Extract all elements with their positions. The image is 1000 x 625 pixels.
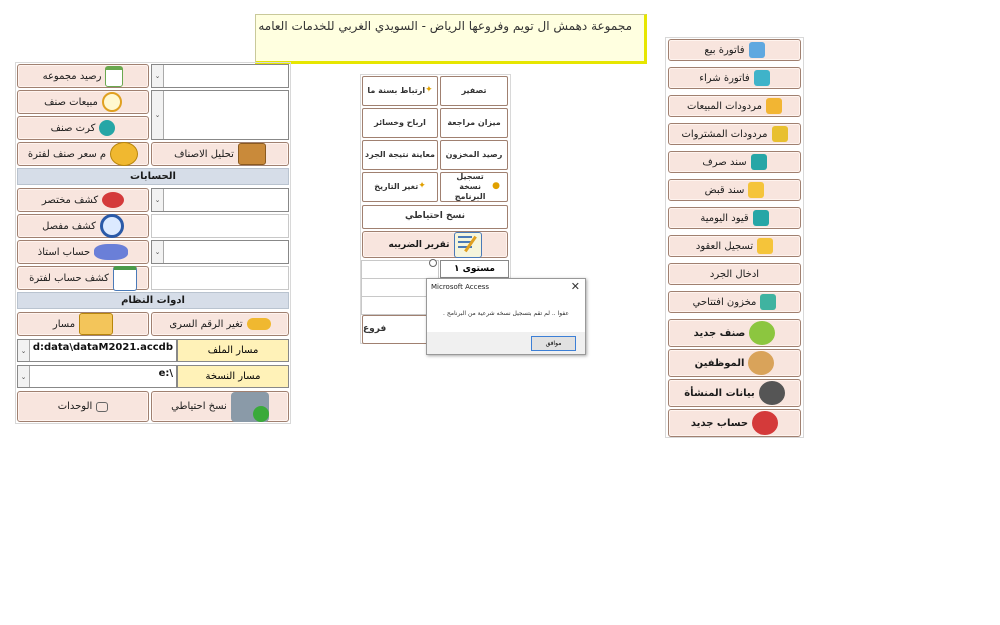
chevron-down-icon[interactable]: ⌄ bbox=[152, 241, 164, 263]
change-password-button[interactable]: تغير الرقم السرى bbox=[151, 312, 289, 336]
menu-button-label: مخزون افتتاحي bbox=[692, 296, 757, 308]
units-icon bbox=[96, 402, 108, 412]
link-year-button[interactable]: ✦ ارتباط بسنة ما bbox=[362, 76, 438, 106]
dialog-footer bbox=[427, 332, 585, 354]
receipt-voucher-icon bbox=[748, 182, 764, 198]
general-ledger-button[interactable]: حساب استاذ bbox=[17, 240, 149, 264]
register-copy-button[interactable]: ● تسجيل نسخة البرنامج bbox=[440, 172, 508, 202]
list-icon bbox=[759, 381, 785, 405]
contracts-icon bbox=[757, 238, 773, 254]
summary-icon bbox=[102, 192, 124, 208]
menu-button-6[interactable] bbox=[668, 207, 801, 229]
item-card-button[interactable]: كرت صنف bbox=[17, 116, 149, 140]
ledger-icon bbox=[94, 244, 128, 260]
dialog-title: Microsoft Access bbox=[431, 283, 490, 291]
menu-button-9[interactable] bbox=[668, 291, 801, 313]
group-balance-button[interactable]: رصيد مجموعه bbox=[17, 64, 149, 88]
menu-button-label: بيانات المنشأة bbox=[684, 387, 755, 399]
file-path-field[interactable]: ⌄ d:data\dataM2021.accdb bbox=[17, 339, 177, 362]
menu-button-label: صنف جديد bbox=[693, 327, 746, 339]
opening-stock-icon bbox=[760, 294, 776, 310]
path-button[interactable]: مسار bbox=[17, 312, 149, 336]
company-title-banner bbox=[255, 14, 647, 64]
books-icon bbox=[238, 143, 266, 165]
calendar-grid-icon bbox=[113, 266, 137, 291]
menu-button-label: سند قبض bbox=[704, 184, 745, 196]
new-account-icon bbox=[752, 411, 778, 435]
account-combo-2[interactable] bbox=[151, 240, 289, 264]
tax-report-icon bbox=[454, 232, 482, 258]
menu-button-2[interactable] bbox=[668, 95, 801, 117]
calendar-icon bbox=[105, 66, 123, 87]
item-price-period-button[interactable]: م سعر صنف لفترة bbox=[17, 142, 149, 166]
menu-button-5[interactable] bbox=[668, 179, 801, 201]
menu-button-label: مردودات المشتروات bbox=[681, 128, 768, 140]
menu-button-label: تسجيل العقود bbox=[695, 240, 754, 252]
atom-icon bbox=[102, 92, 122, 112]
account-statement-period-button[interactable]: كشف حساب لفترة bbox=[17, 266, 149, 290]
menu-button-8[interactable] bbox=[668, 263, 801, 285]
level-label: مستوى ١ bbox=[440, 260, 509, 278]
menu-button-label: مردودات المبيعات bbox=[687, 100, 762, 112]
accounts-section-header: الحسابات bbox=[17, 168, 289, 185]
chevron-down-icon[interactable]: ⌄ bbox=[152, 91, 164, 139]
menu-button-10[interactable] bbox=[668, 319, 801, 347]
units-button[interactable]: الوحدات bbox=[17, 391, 149, 422]
apple-icon bbox=[749, 321, 775, 345]
level-radio[interactable] bbox=[429, 259, 437, 267]
menu-button-label: سند صرف bbox=[702, 156, 747, 168]
change-date-button[interactable]: ✦ تغير التاريخ bbox=[362, 172, 438, 202]
group-combo[interactable] bbox=[151, 64, 289, 88]
invoice-sale-icon bbox=[749, 42, 765, 58]
register-icon: ● bbox=[492, 181, 500, 192]
menu-button-3[interactable] bbox=[668, 123, 801, 145]
backup-middle-button[interactable]: نسخ احتياطي bbox=[362, 205, 508, 229]
menu-button-7[interactable] bbox=[668, 235, 801, 257]
id-card-icon bbox=[79, 313, 113, 335]
employees-icon bbox=[748, 351, 774, 375]
reset-button[interactable]: تصفير bbox=[440, 76, 508, 106]
backup-path-field[interactable]: ⌄ e:\ bbox=[17, 365, 177, 388]
lock-icon bbox=[99, 120, 115, 136]
company-title: مجموعة دهمش ال تويم وفروعها الرياض - السويدي الغربي للخدمات العامه bbox=[258, 19, 632, 33]
menu-button-11[interactable] bbox=[668, 349, 801, 377]
chevron-down-icon[interactable]: ⌄ bbox=[152, 189, 164, 211]
invoice-purchase-icon bbox=[754, 70, 770, 86]
menu-button-label: فاتورة شراء bbox=[699, 72, 750, 84]
menu-button-label: حساب جديد bbox=[690, 417, 749, 429]
key-icon bbox=[247, 318, 271, 330]
magnifier-icon bbox=[100, 214, 124, 238]
account-combo-1[interactable] bbox=[151, 188, 289, 212]
dialog-message: عفوا .. لم تقم بتسجيل نسخه شرعية من البرنامج . bbox=[443, 310, 569, 317]
inventory-result-preview-button[interactable]: معاينة نتيجة الجرد bbox=[362, 140, 438, 170]
account-field-2[interactable] bbox=[151, 266, 289, 290]
system-tools-section-header: ادوات النظام bbox=[17, 292, 289, 309]
item-analysis-button[interactable]: تحليل الاصناف bbox=[151, 142, 289, 166]
backup-button[interactable]: نسخ احتياطي bbox=[151, 391, 289, 422]
tax-report-button[interactable]: تقرير الضريبه bbox=[362, 231, 508, 258]
item-combo[interactable] bbox=[151, 90, 289, 140]
close-icon[interactable]: ✕ bbox=[570, 280, 580, 293]
menu-button-12[interactable] bbox=[668, 379, 801, 407]
menu-button-label: الموظفين bbox=[694, 357, 745, 369]
account-field-1[interactable] bbox=[151, 214, 289, 238]
chevron-down-icon[interactable]: ⌄ bbox=[152, 65, 164, 87]
access-message-dialog bbox=[426, 278, 586, 355]
menu-button-1[interactable] bbox=[668, 67, 801, 89]
profit-loss-button[interactable]: ارباح وخسائر bbox=[362, 108, 438, 138]
dialog-ok-button[interactable]: موافق bbox=[531, 336, 576, 351]
backup-path-label: مسار النسخة bbox=[177, 365, 289, 388]
detailed-statement-button[interactable]: كشف مفصل bbox=[17, 214, 149, 238]
menu-button-13[interactable] bbox=[668, 409, 801, 437]
chevron-down-icon[interactable]: ⌄ bbox=[18, 340, 30, 361]
trial-balance-button[interactable]: ميزان مراجعة bbox=[440, 108, 508, 138]
coins-icon bbox=[110, 142, 138, 166]
menu-button-label: قيود اليومية bbox=[700, 212, 749, 224]
stock-balance-button[interactable]: رصيد المخزون bbox=[440, 140, 508, 170]
change-date-icon: ✦ bbox=[418, 181, 426, 192]
item-sales-button[interactable]: مبيعات صنف bbox=[17, 90, 149, 114]
menu-button-label: ادخال الجرد bbox=[709, 268, 760, 280]
payment-voucher-icon bbox=[751, 154, 767, 170]
menu-button-label: فاتورة بيع bbox=[704, 44, 745, 56]
menu-button-0[interactable] bbox=[668, 39, 801, 61]
menu-button-4[interactable] bbox=[668, 151, 801, 173]
branches-button[interactable]: فروع bbox=[362, 315, 508, 344]
file-path-label: مسار الملف bbox=[177, 339, 289, 362]
journal-entries-icon bbox=[753, 210, 769, 226]
link-year-icon: ✦ bbox=[425, 85, 433, 96]
database-check-icon bbox=[231, 392, 269, 422]
purchase-return-icon bbox=[772, 126, 788, 142]
chevron-down-icon[interactable]: ⌄ bbox=[18, 366, 30, 387]
summary-statement-button[interactable]: كشف مختصر bbox=[17, 188, 149, 212]
sales-return-icon bbox=[766, 98, 782, 114]
